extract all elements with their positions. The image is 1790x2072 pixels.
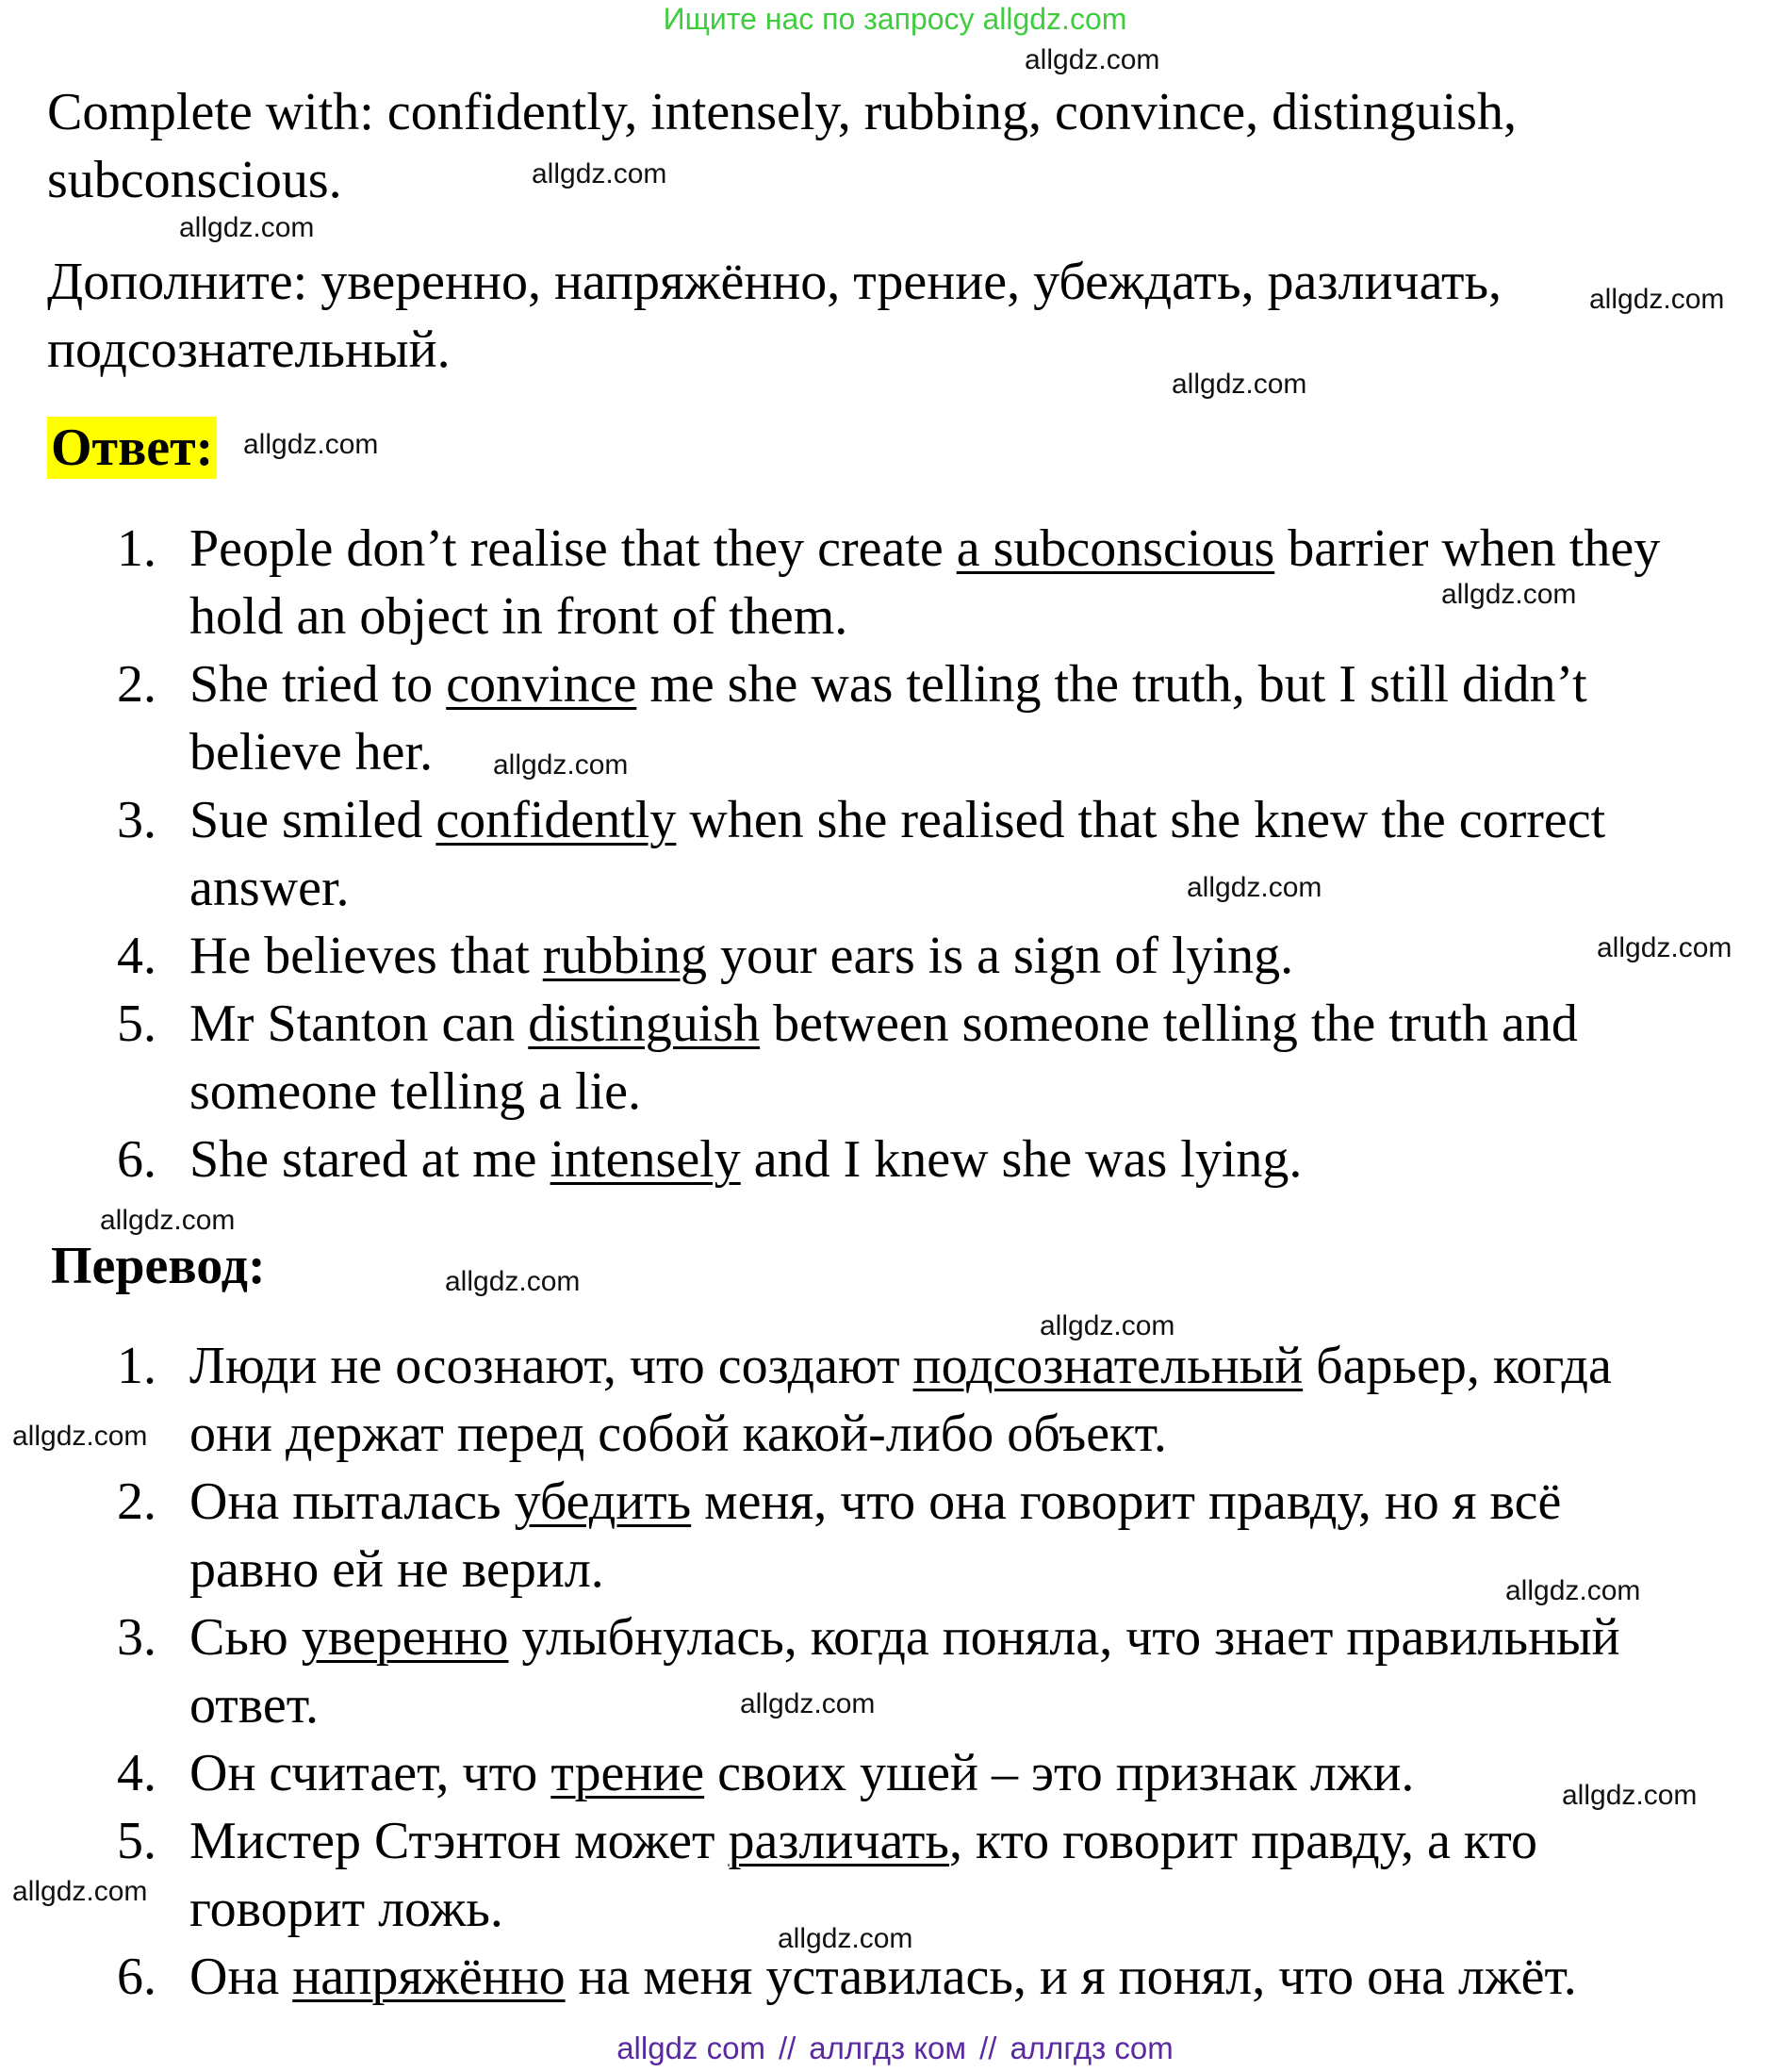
watermark: allgdz.com bbox=[1597, 932, 1733, 963]
sentence-end: меня, что она говорит правду, но я всё равно ей не верил. bbox=[189, 1472, 1562, 1599]
watermark: allgdz.com bbox=[12, 1876, 148, 1907]
list-number: 3. bbox=[117, 791, 156, 849]
sentence-start: Сью bbox=[189, 1608, 302, 1667]
watermark: allgdz.com bbox=[1441, 579, 1577, 610]
watermark: allgdz.com bbox=[1040, 1310, 1175, 1341]
sentence-end: барьер, когда они держат перед собой какой-либо объект. bbox=[189, 1337, 1612, 1463]
sentence-end: своих ушей – это признак лжи. bbox=[704, 1744, 1415, 1802]
filled-word: rubbing bbox=[542, 927, 707, 985]
top-banner: Ищите нас по запросу allgdz.com bbox=[663, 2, 1127, 36]
sentence-end: your ears is a sign of lying. bbox=[706, 927, 1294, 985]
filled-word: confidently bbox=[435, 791, 677, 849]
list-number: 5. bbox=[117, 1812, 156, 1870]
filled-word: подсознательный bbox=[912, 1337, 1304, 1395]
answer-heading: Ответ: bbox=[47, 417, 217, 479]
answer-item bbox=[0, 922, 1698, 990]
sentence-start: Мистер Стэнтон может bbox=[189, 1812, 729, 1870]
answer-item bbox=[0, 650, 1698, 786]
translation-heading: Перевод: bbox=[51, 1237, 266, 1295]
footer-part: аллгдз ком bbox=[809, 2031, 967, 2065]
watermark: allgdz.com bbox=[1562, 1780, 1698, 1811]
sentence-end: when she realised that she knew the correct answer. bbox=[189, 791, 1606, 917]
filled-word: a subconscious bbox=[956, 519, 1275, 578]
sentence-start: Mr Stanton can bbox=[189, 995, 529, 1053]
sentence-start: Люди не осознают, что создают bbox=[189, 1337, 913, 1395]
watermark: allgdz.com bbox=[100, 1205, 236, 1236]
filled-word: уверенно bbox=[301, 1608, 509, 1667]
list-number: 3. bbox=[117, 1608, 156, 1667]
filled-word: convince bbox=[446, 655, 637, 714]
filled-word: напряжённо bbox=[292, 1948, 566, 2006]
sentence-end: between someone telling the truth and someone telling a lie. bbox=[189, 995, 1578, 1121]
answer-item bbox=[0, 1126, 1698, 1193]
sentence-start: Она bbox=[189, 1948, 293, 2006]
list-number: 6. bbox=[117, 1948, 156, 2006]
sentence-start: Он считает, что bbox=[189, 1744, 551, 1802]
watermark: allgdz.com bbox=[179, 212, 315, 243]
answer-item bbox=[0, 786, 1698, 922]
task-english: Complete with: confidently, intensely, rubbing, convince, distinguish, subconscious. bbox=[47, 83, 1517, 209]
list-number: 6. bbox=[117, 1130, 156, 1189]
sentence-end: улыбнулась, когда поняла, что знает правильный ответ. bbox=[189, 1608, 1620, 1735]
list-number: 5. bbox=[117, 995, 156, 1053]
list-number: 2. bbox=[117, 1472, 156, 1531]
footer-part: аллгдз com bbox=[1010, 2031, 1174, 2065]
sentence-start: She tried to bbox=[189, 655, 447, 714]
sentence-start: People don’t realise that they create bbox=[189, 519, 957, 578]
sentence-start: She stared at me bbox=[189, 1130, 550, 1189]
watermark: allgdz.com bbox=[532, 158, 667, 189]
watermark: allgdz.com bbox=[1172, 369, 1307, 400]
watermark: allgdz.com bbox=[1589, 284, 1725, 315]
list-number: 1. bbox=[117, 519, 156, 578]
sentence-start: Sue smiled bbox=[189, 791, 436, 849]
watermark: allgdz.com bbox=[243, 429, 379, 460]
translations-list bbox=[0, 1332, 1790, 2011]
footer-watermark bbox=[0, 2030, 1790, 2067]
filled-word: различать bbox=[728, 1812, 949, 1870]
sentence-end: me she was telling the truth, but I still didn’t believe her. bbox=[189, 655, 1587, 781]
sentence-start: Она пыталась bbox=[189, 1472, 515, 1531]
translation-item bbox=[0, 1739, 1698, 1807]
task-russian: Дополните: уверенно, напряжённо, трение, убеждать, различать, подсознательный. bbox=[47, 253, 1503, 379]
list-number: 4. bbox=[117, 1744, 156, 1802]
filled-word: intensely bbox=[550, 1130, 741, 1189]
sentence-start: He believes that bbox=[189, 927, 543, 985]
answer-item bbox=[0, 990, 1698, 1126]
watermark: allgdz.com bbox=[1187, 872, 1322, 903]
filled-word: убедить bbox=[514, 1472, 692, 1531]
footer-separator: // bbox=[979, 2031, 997, 2065]
watermark: allgdz.com bbox=[740, 1688, 876, 1719]
sentence-end: , кто говорит правду, а кто говорит ложь. bbox=[189, 1812, 1538, 1938]
watermark: allgdz.com bbox=[1025, 44, 1160, 75]
watermark: allgdz.com bbox=[12, 1421, 148, 1452]
sentence-end: на меня уставилась, и я понял, что она лжёт. bbox=[565, 1948, 1577, 2006]
watermark: allgdz.com bbox=[493, 749, 629, 781]
watermark: allgdz.com bbox=[778, 1923, 913, 1954]
filled-word: трение bbox=[550, 1744, 705, 1802]
sentence-end: barrier when they hold an object in front of them. bbox=[189, 519, 1661, 646]
sentence-end: and I knew she was lying. bbox=[740, 1130, 1303, 1189]
filled-word: distinguish bbox=[528, 995, 761, 1053]
list-number: 1. bbox=[117, 1337, 156, 1395]
answers-list bbox=[0, 515, 1790, 1193]
footer-part: allgdz com bbox=[616, 2031, 765, 2065]
translation-item bbox=[0, 1332, 1698, 1468]
list-number: 4. bbox=[117, 927, 156, 985]
footer-separator: // bbox=[778, 2031, 796, 2065]
translation-item bbox=[0, 1468, 1698, 1603]
list-number: 2. bbox=[117, 655, 156, 714]
watermark: allgdz.com bbox=[1505, 1575, 1641, 1606]
watermark: allgdz.com bbox=[445, 1266, 581, 1297]
